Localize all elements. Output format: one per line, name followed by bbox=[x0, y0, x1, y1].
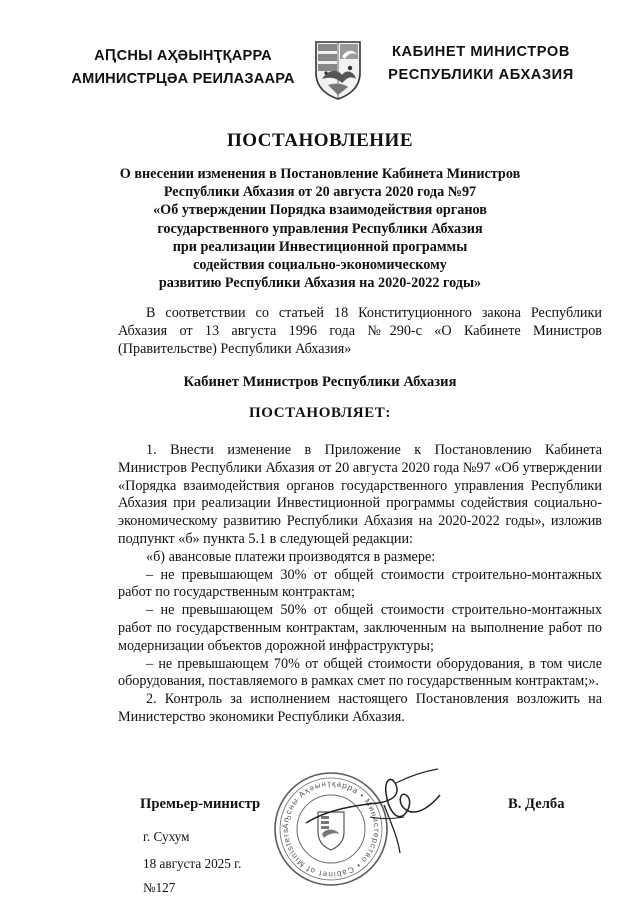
subject-line: развитию Республики Абхазия на 2020-2022 годы» bbox=[158, 275, 482, 292]
decree-heading: ПОСТАНОВЛЯЕТ: bbox=[248, 405, 392, 421]
signatory-name: В. Делба bbox=[508, 796, 565, 812]
document-title: ПОСТАНОВЛЕНИЕ bbox=[226, 130, 414, 151]
header-left-line2: АМИНИСТРЦƏА РЕИЛАЗААРА bbox=[71, 71, 295, 87]
dash-item-2: – не превышающем 50% от общей стоимости строительно-монтажных работ по государственным контрактам, заключенным на выполнение работ по модернизации объектов дорожной инфраструктуры; bbox=[118, 602, 602, 654]
subject-line: Республики Абхазия от 20 августа 2020 года №97 bbox=[163, 184, 477, 201]
issue-date: 18 августа 2025 г. bbox=[143, 856, 242, 871]
issue-city: г. Сухум bbox=[143, 829, 190, 844]
subject-line: при реализации Инвестиционной программы bbox=[172, 238, 468, 255]
seal-text: Аҧсны Аҳəынҭқарра • Министерство • Cabinet of Ministers bbox=[280, 778, 382, 880]
signatory-position: Премьер-министр bbox=[140, 796, 261, 812]
issuing-body: Кабинет Министров Республики Абхазия bbox=[183, 374, 457, 390]
decree-body bbox=[118, 442, 602, 727]
subject-line: содействия социально-экономическому bbox=[193, 257, 447, 274]
header-left bbox=[68, 45, 298, 91]
dash-item-3: – не превышающем 70% от общей стоимости оборудования, в том числе оборудования, поставляемого в рамках смет по государственным контрактам;». bbox=[118, 655, 602, 690]
header-right-line2: РЕСПУБЛИКИ АБХАЗИЯ bbox=[388, 67, 574, 83]
subject-line: государственного управления Республики Абхазия bbox=[157, 220, 483, 237]
subitem-b-paragraph: «б) авансовые платежи производятся в размере: bbox=[146, 548, 436, 565]
header-right-line1: КАБИНЕТ МИНИСТРОВ bbox=[391, 44, 571, 60]
document-number: №127 bbox=[143, 880, 176, 895]
handwritten-signature bbox=[300, 765, 450, 860]
subject-line: «Об утверждении Порядка взаимодействия органов bbox=[153, 202, 487, 219]
item-2-paragraph: 2. Контроль за исполнением настоящего Постановления возложить на Министерство экономики Республики Абхазия. bbox=[118, 691, 602, 725]
item-1-paragraph: 1. Внести изменение в Приложение к Постановлению Кабинета Министров Республики Абхазия от 20 августа 2020 года №97 «Об утверждении «Порядка взаимодействия органов государственного управления Республики Абхазия при реализации Инвестиционной программы содействия социально-экономическому развитию Республики Абхазия на 2020-2022 годы», изложив подпункт «б» пункта 5.1 в следующей редакции: bbox=[118, 442, 602, 547]
coat-of-arms-icon bbox=[312, 39, 364, 101]
dash-item-1: – не превышающем 30% от общей стоимости строительно-монтажных работ по государственным контрактам; bbox=[118, 566, 602, 601]
subject-line: О внесении изменения в Постановление Кабинета Министров bbox=[119, 166, 521, 182]
header-right bbox=[376, 41, 586, 87]
legal-basis-paragraph: В соответствии со статьей 18 Конституционного закона Республики Абхазия от 13 августа 1996 года №290-с «О Кабинете Министров (Правительстве) Республики Абхазия» bbox=[118, 305, 602, 357]
header-left-line1: АԤСНЫ АҲƏЫНҬҚАРРА bbox=[94, 48, 272, 64]
document-subject bbox=[100, 165, 540, 292]
